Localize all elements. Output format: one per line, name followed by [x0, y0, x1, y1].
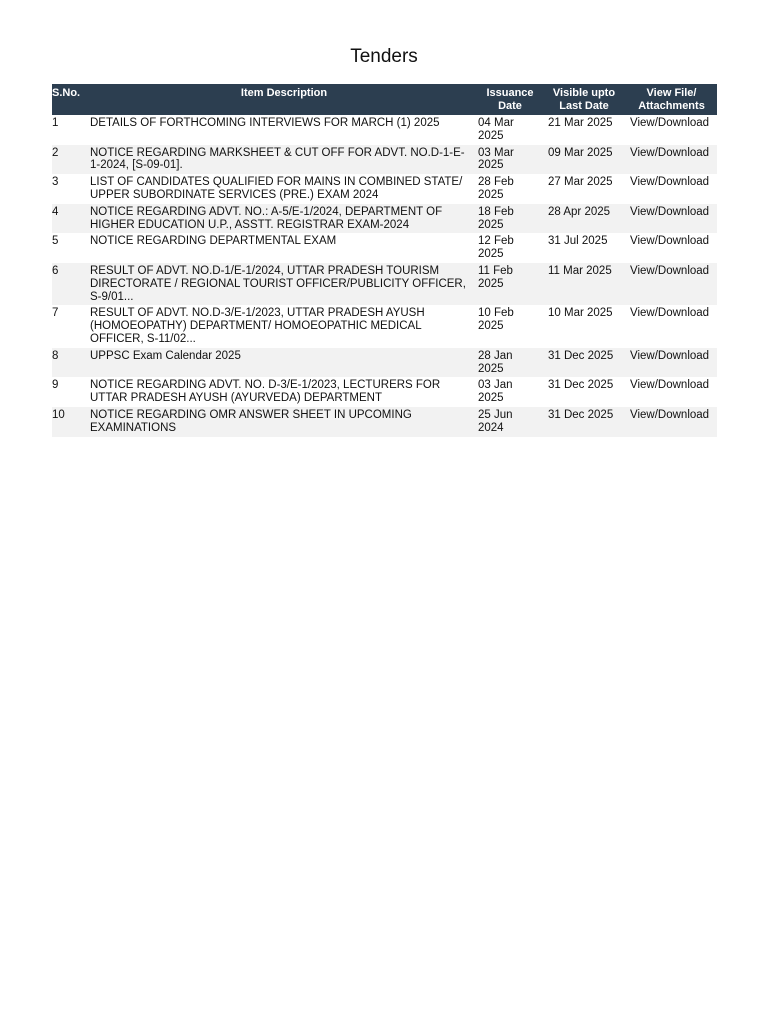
row-sno: 2	[52, 146, 59, 159]
row-issuance-date: 04 Mar 2025	[478, 117, 514, 142]
row-sno: 1	[52, 117, 59, 129]
row-view-cell	[626, 305, 717, 347]
view-download-link[interactable]: View/Download	[630, 117, 710, 129]
table-row	[52, 145, 717, 175]
view-download-link[interactable]: View/Download	[630, 146, 710, 159]
row-description: DETAILS OF FORTHCOMING INTERVIEWS FOR MARCH (1) 2025	[90, 117, 440, 129]
row-sno: 6	[52, 264, 59, 277]
header-view-file-attachments: View File/ Attachments	[638, 87, 705, 112]
row-issuance-date: 25 Jun 2024	[478, 408, 513, 434]
table-row	[52, 263, 717, 305]
view-download-link[interactable]: View/Download	[630, 176, 710, 189]
table-row	[52, 305, 717, 347]
row-issuance-date: 03 Mar 2025	[478, 146, 514, 172]
row-description: NOTICE REGARDING OMR ANSWER SHEET IN UPCOMING EXAMINATIONS	[90, 408, 412, 434]
row-sno: 10	[52, 408, 65, 421]
row-visible-upto-date: 31 Dec 2025	[548, 408, 614, 421]
row-description: RESULT OF ADVT. NO.D-3/E-1/2023, UTTAR PRADESH AYUSH (HOMOEOPATHY) DEPARTMENT/ HOMOEOPATHIC MEDICAL OFFICER, S-11/02...	[90, 307, 425, 345]
table-header	[52, 84, 717, 115]
row-description: LIST OF CANDIDATES QUALIFIED FOR MAINS IN COMBINED STATE/ UPPER SUBORDINATE SERVICES (PRE.) EXAM 2024	[90, 176, 463, 201]
view-download-link[interactable]: View/Download	[630, 307, 710, 320]
row-visible-upto-date: 28 Apr 2025	[548, 205, 611, 218]
row-issuance-date: 28 Jan 2025	[478, 349, 513, 375]
row-description: RESULT OF ADVT. NO.D-1/E-1/2024, UTTAR PRADESH TOURISM DIRECTORATE / REGIONAL TOURIST OFFICER/PUBLICITY OFFICER, S-9/01...	[90, 264, 466, 303]
header-sno: S.No.	[52, 87, 81, 99]
header-issuance-date: Issuance Date	[486, 87, 534, 112]
row-visible-upto-date: 10 Mar 2025	[548, 307, 613, 320]
view-download-link[interactable]: View/Download	[630, 205, 710, 218]
row-description: NOTICE REGARDING ADVT. NO.: A-5/E-1/2024, DEPARTMENT OF HIGHER EDUCATION U.P., ASSTT. REGISTRAR EXAM-2024	[90, 205, 443, 231]
view-download-link[interactable]: View/Download	[630, 379, 710, 392]
row-visible-upto-date: 31 Dec 2025	[548, 379, 614, 392]
view-download-link[interactable]: View/Download	[630, 235, 710, 248]
row-visible-upto-date: 31 Dec 2025	[548, 349, 614, 362]
row-issuance-date: 18 Feb 2025	[478, 205, 514, 231]
view-download-link[interactable]: View/Download	[630, 264, 710, 277]
view-download-link[interactable]: View/Download	[630, 408, 710, 421]
table-row	[52, 115, 717, 145]
row-view-cell	[626, 348, 717, 378]
row-view-cell	[626, 174, 717, 204]
row-view-cell	[626, 407, 717, 437]
table-row	[52, 377, 717, 407]
table-row	[52, 233, 717, 263]
row-issuance-date: 10 Feb 2025	[478, 307, 514, 333]
row-view-cell	[626, 204, 717, 234]
row-view-cell	[626, 145, 717, 175]
row-issuance-date: 28 Feb 2025	[478, 176, 514, 201]
row-sno: 8	[52, 349, 59, 362]
row-description: NOTICE REGARDING MARKSHEET & CUT OFF FOR ADVT. NO.D-1-E-1-2024, [S-09-01].	[90, 146, 465, 172]
row-description: NOTICE REGARDING DEPARTMENTAL EXAM	[90, 235, 337, 248]
table-row	[52, 204, 717, 234]
row-sno: 9	[52, 379, 59, 392]
row-visible-upto-date: 31 Jul 2025	[548, 235, 608, 248]
row-view-cell	[626, 263, 717, 305]
header-visible-upto-last-date: Visible upto Last Date	[552, 87, 616, 112]
row-visible-upto-date: 27 Mar 2025	[548, 176, 613, 189]
table-header-row	[52, 84, 717, 115]
view-download-link[interactable]: View/Download	[630, 349, 710, 362]
row-sno: 4	[52, 205, 59, 218]
row-description: NOTICE REGARDING ADVT. NO. D-3/E-1/2023, LECTURERS FOR UTTAR PRADESH AYUSH (AYURVEDA) DEPARTMENT	[90, 379, 441, 405]
row-issuance-date: 12 Feb 2025	[478, 235, 514, 261]
row-sno: 3	[52, 176, 59, 189]
row-view-cell	[626, 233, 717, 263]
page-title: Tenders	[350, 46, 418, 67]
row-visible-upto-date: 21 Mar 2025	[548, 117, 613, 129]
tenders-table	[52, 84, 717, 437]
row-sno: 7	[52, 307, 59, 320]
row-view-cell	[626, 377, 717, 407]
row-issuance-date: 03 Jan 2025	[478, 379, 513, 405]
row-sno: 5	[52, 235, 59, 248]
row-description: UPPSC Exam Calendar 2025	[90, 349, 241, 362]
header-item-description: Item Description	[240, 87, 328, 99]
table-row	[52, 407, 717, 437]
row-view-cell	[626, 115, 717, 145]
table-body	[52, 115, 717, 437]
table-row	[52, 174, 717, 204]
row-issuance-date: 11 Feb 2025	[478, 264, 513, 290]
row-visible-upto-date: 11 Mar 2025	[548, 264, 612, 277]
row-visible-upto-date: 09 Mar 2025	[548, 146, 613, 159]
table-row	[52, 348, 717, 378]
